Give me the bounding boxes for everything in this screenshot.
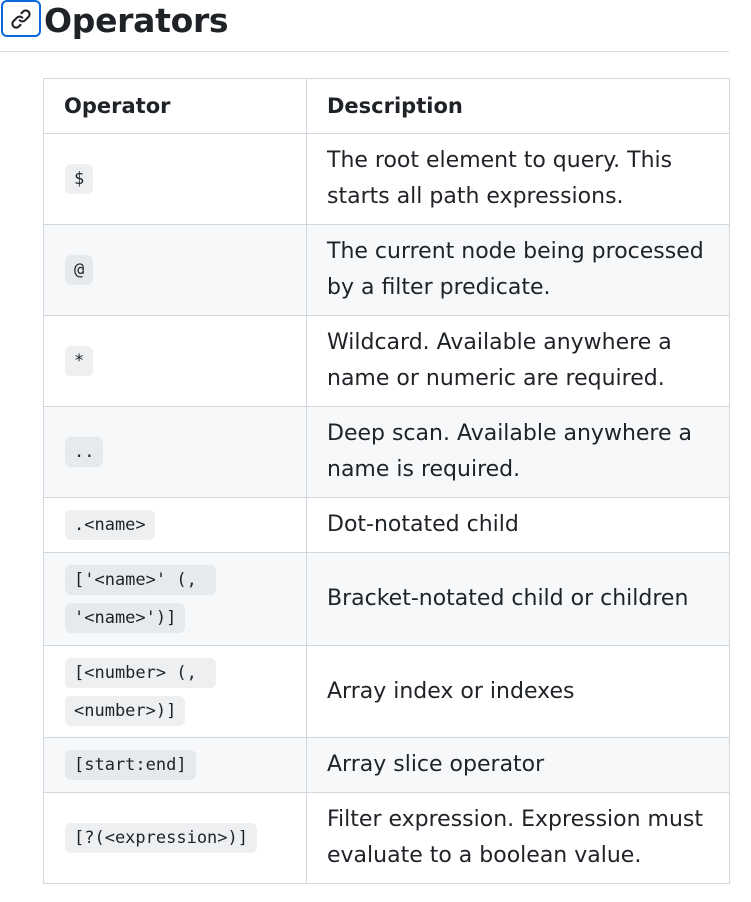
operator-code: .. bbox=[65, 437, 103, 467]
operator-code: $ bbox=[65, 164, 93, 194]
description-cell: Array index or indexes bbox=[307, 646, 730, 738]
description-cell: The current node being processed by a filter predicate. bbox=[307, 225, 730, 316]
operator-cell bbox=[44, 793, 307, 884]
description-cell: Filter expression. Expression must evaluate to a boolean value. bbox=[307, 793, 730, 884]
table-row bbox=[44, 793, 730, 884]
table-row bbox=[44, 646, 730, 738]
column-header-operator: Operator bbox=[44, 79, 307, 134]
operator-code: .<name> bbox=[65, 510, 155, 540]
operator-code: ['<name>' (, '<name>')] bbox=[65, 565, 216, 633]
operator-cell bbox=[44, 553, 307, 646]
operator-cell bbox=[44, 498, 307, 553]
description-cell: Wildcard. Available anywhere a name or numeric are required. bbox=[307, 316, 730, 407]
operator-code: @ bbox=[65, 255, 93, 285]
column-header-description: Description bbox=[307, 79, 730, 134]
description-cell: Bracket-notated child or children bbox=[307, 553, 730, 646]
description-cell: Deep scan. Available anywhere a name is required. bbox=[307, 407, 730, 498]
link-icon bbox=[10, 8, 32, 30]
table-row bbox=[44, 553, 730, 646]
operator-cell bbox=[44, 134, 307, 225]
operator-code: [start:end] bbox=[65, 750, 196, 780]
heading-anchor-link[interactable] bbox=[1, 0, 41, 37]
operator-cell bbox=[44, 646, 307, 738]
operator-cell bbox=[44, 316, 307, 407]
page-title: Operators bbox=[44, 1, 229, 40]
table-row bbox=[44, 134, 730, 225]
operators-table bbox=[43, 78, 730, 884]
operator-code: [<number> (, <number>)] bbox=[65, 658, 216, 726]
operator-code: * bbox=[65, 346, 93, 376]
table-row bbox=[44, 498, 730, 553]
operator-cell bbox=[44, 407, 307, 498]
table-row bbox=[44, 225, 730, 316]
description-cell: The root element to query. This starts all path expressions. bbox=[307, 134, 730, 225]
operator-code: [?(<expression>)] bbox=[65, 823, 257, 853]
description-cell: Array slice operator bbox=[307, 738, 730, 793]
table-row bbox=[44, 316, 730, 407]
operator-cell bbox=[44, 225, 307, 316]
section-heading bbox=[0, 0, 729, 52]
table-header-row bbox=[44, 79, 730, 134]
operator-cell bbox=[44, 738, 307, 793]
table-row bbox=[44, 738, 730, 793]
description-cell: Dot-notated child bbox=[307, 498, 730, 553]
table-row bbox=[44, 407, 730, 498]
